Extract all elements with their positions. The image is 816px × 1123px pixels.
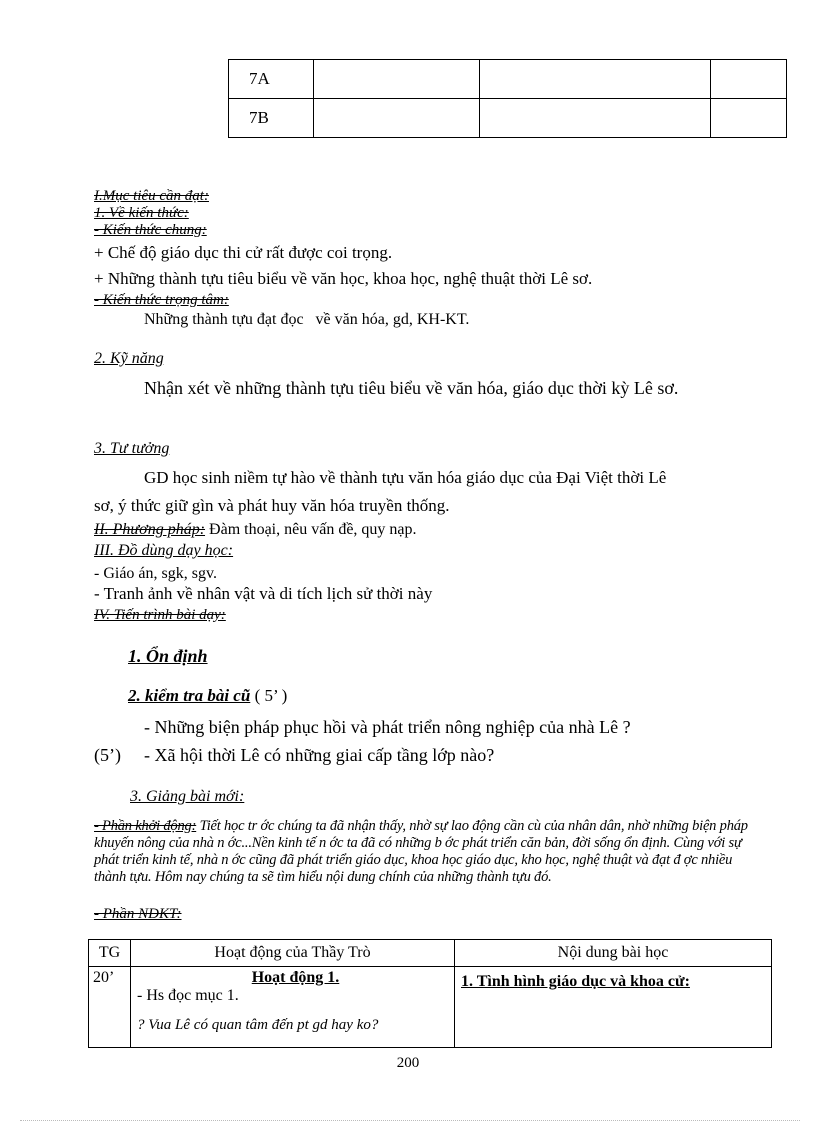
objectives-heading: I.Mục tiêu cần đạt: bbox=[94, 188, 209, 204]
general-item: + Những thành tựu tiêu biểu về văn học, khoa học, nghệ thuật thời Lê sơ. bbox=[94, 269, 593, 288]
method-label: II. Phương pháp: bbox=[94, 521, 206, 538]
intro-text: Tiết học tr ớc chúng ta đã nhận thấy, nhờ sự lao động cần cù của nhân dân, nhờ những biện pháp khuyến nông của nhà n ớc...Nền kinh tế n ớc ta đã có những b ớc phát triển căn bản, đời sống ổn định. Cùng với sự phát triển kinh tế, nhà n ớc cũng đã phát triển giáo dục, khoa học giáo dục, kho học, nghệ thuật và đạt đ ợc nhiều thành tựu. Hôm nay chúng ta sẽ tìm hiểu nội dung chính của những thành tựu đó. bbox=[94, 818, 748, 885]
row-content bbox=[455, 967, 772, 1048]
time-mark: (5’) bbox=[94, 745, 121, 765]
header-time: TG bbox=[89, 940, 131, 967]
table-cell bbox=[314, 60, 480, 99]
class-row bbox=[229, 60, 787, 99]
class-cell: 7B bbox=[229, 99, 314, 138]
class-row bbox=[229, 99, 787, 138]
activity-line: - Hs đọc mục 1. bbox=[137, 987, 239, 1004]
method-text: Đàm thoại, nêu vấn đề, quy nạp. bbox=[205, 521, 417, 538]
thought-heading: 3. Tư tưởng bbox=[94, 440, 170, 457]
lesson-table-header bbox=[89, 940, 772, 967]
step2-line bbox=[128, 686, 287, 706]
row-time: 20’ bbox=[89, 967, 131, 1048]
content-heading: 1. Tình hình giáo dục và khoa cử: bbox=[461, 973, 690, 990]
activity-question: ? Vua Lê có quan tâm đến pt gd hay ko? bbox=[137, 1017, 379, 1033]
table-cell bbox=[711, 60, 787, 99]
table-cell bbox=[480, 99, 711, 138]
knowledge-heading: 1. Về kiến thức: bbox=[94, 205, 189, 221]
class-table bbox=[228, 59, 787, 138]
table-cell bbox=[314, 99, 480, 138]
focus-text: Những thành tựu đạt đọc về văn hóa, gd, KH-KT. bbox=[144, 311, 470, 328]
thought-line2: sơ, ý thức giữ gìn và phát huy văn hóa truyền thống. bbox=[94, 496, 450, 515]
intro-paragraph bbox=[94, 818, 760, 886]
header-activity: Hoạt động của Thầy Trò bbox=[131, 940, 455, 967]
step2-time: ( 5’ ) bbox=[250, 686, 288, 705]
lesson-table bbox=[88, 939, 772, 1048]
step3-heading: 3. Giảng bài mới: bbox=[130, 788, 245, 805]
table-cell bbox=[480, 60, 711, 99]
material-item: - Giáo án, sgk, sgv. bbox=[94, 565, 217, 582]
skills-heading: 2. Kỹ năng bbox=[94, 350, 164, 367]
review-question-1: - Những biện pháp phục hồi và phát triển nông nghiệp của nhà Lê ? bbox=[144, 717, 631, 737]
skills-text: Nhận xét về những thành tựu tiêu biểu về văn hóa, giáo dục thời kỳ Lê sơ. bbox=[144, 378, 679, 398]
intro-label: - Phần khởi động: bbox=[94, 818, 197, 834]
focus-knowledge-heading: - Kiến thức trọng tâm: bbox=[94, 292, 229, 308]
ndkt-heading: - Phần NDKT: bbox=[94, 906, 182, 922]
process-heading: IV. Tiến trình bài dạy: bbox=[94, 607, 226, 623]
general-knowledge-heading: - Kiến thức chung: bbox=[94, 222, 207, 238]
step2-label: 2. kiểm tra bài cũ bbox=[128, 686, 251, 705]
thought-line1: GD học sinh niềm tự hào về thành tựu văn hóa giáo dục của Đại Việt thời Lê bbox=[144, 468, 667, 487]
lesson-table-row bbox=[89, 967, 772, 1048]
step1-heading: 1. Ổn định bbox=[128, 646, 208, 666]
review-question-2: - Xã hội thời Lê có những giai cấp tầng lớp nào? bbox=[144, 745, 495, 765]
page-number: 200 bbox=[396, 1055, 420, 1071]
table-cell bbox=[711, 99, 787, 138]
header-content: Nội dung bài học bbox=[455, 940, 772, 967]
general-item: + Chế độ giáo dục thi cử rất được coi trọng. bbox=[94, 243, 393, 262]
class-cell: 7A bbox=[229, 60, 314, 99]
activity-title: Hoạt động 1. bbox=[251, 969, 340, 986]
method-line bbox=[94, 521, 417, 539]
material-item: - Tranh ảnh về nhân vật và di tích lịch sử thời này bbox=[94, 584, 433, 603]
page-bottom-divider bbox=[20, 1120, 800, 1121]
materials-heading: III. Đồ dùng dạy học: bbox=[94, 542, 234, 559]
row-activity bbox=[131, 967, 455, 1048]
